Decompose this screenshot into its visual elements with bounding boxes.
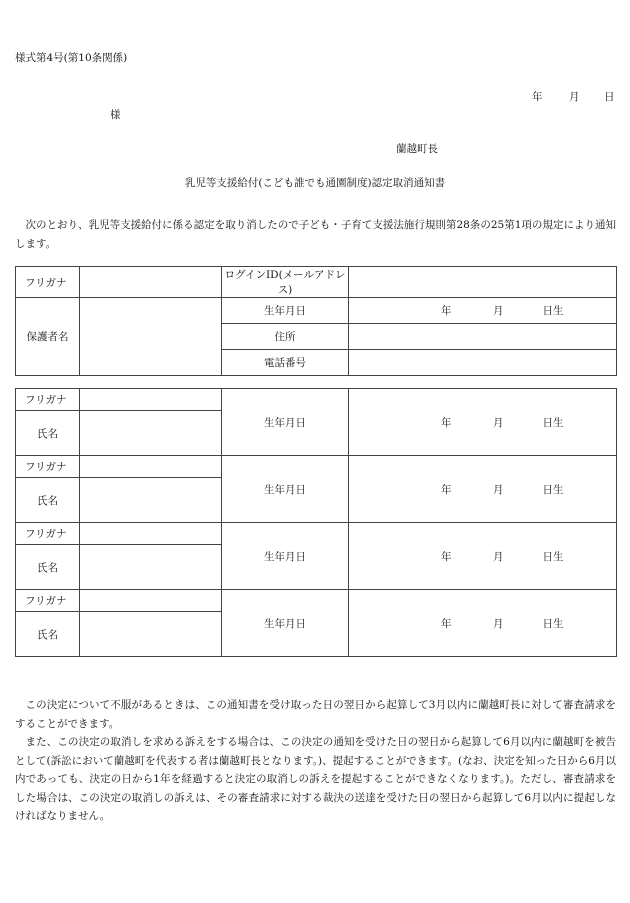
child-birthdate-label: 生年月日	[222, 456, 349, 523]
year-label: 年	[441, 550, 452, 563]
child-name-field[interactable]	[80, 612, 222, 657]
year-label: 年	[441, 617, 452, 630]
month-label: 月	[493, 416, 504, 429]
child-furigana-field[interactable]	[80, 456, 222, 478]
child-name-label: 氏名	[16, 545, 80, 590]
child-name-label: 氏名	[16, 411, 80, 456]
appeal-notice-paragraph: この決定について不服があるときは、この通知書を受け取った日の翌日から起算して3月以内に蘭越町長に対して審査請求をすることができます。	[15, 699, 616, 730]
child-birthdate-label: 生年月日	[222, 389, 349, 456]
day-label: 日生	[542, 305, 564, 317]
child-furigana-field[interactable]	[80, 523, 222, 545]
child-furigana-label: フリガナ	[16, 389, 80, 411]
child-furigana-field[interactable]	[80, 389, 222, 411]
child-furigana-field[interactable]	[80, 590, 222, 612]
day-label: 日生	[542, 416, 564, 429]
issuer: 蘭越町長	[396, 143, 438, 155]
guardian-name-field[interactable]	[80, 298, 222, 376]
day-label: 日生	[542, 617, 564, 630]
date-month-label: 月	[569, 91, 580, 103]
guardian-furigana-label: フリガナ	[16, 267, 80, 298]
guardian-table	[15, 266, 617, 376]
child-name-field[interactable]	[80, 478, 222, 523]
year-label: 年	[441, 305, 452, 317]
child-furigana-label: フリガナ	[16, 523, 80, 545]
child-birthdate-field[interactable]	[349, 389, 617, 456]
year-label: 年	[441, 416, 452, 429]
month-label: 月	[493, 305, 504, 317]
child-furigana-label: フリガナ	[16, 456, 80, 478]
date-year-label: 年	[532, 91, 543, 103]
login-id-field[interactable]	[349, 267, 617, 298]
notice-section	[15, 696, 616, 826]
document-title: 乳児等支援給付(こども誰でも通園制度)認定取消通知書	[184, 177, 446, 189]
addressee-suffix: 様	[110, 109, 121, 121]
guardian-address-label: 住所	[222, 324, 349, 350]
lawsuit-notice-paragraph: また、この決定の取消しを求める訴えをする場合は、この決定の通知を受けた日の翌日から起算して6月以内に蘭越町を被告として(訴訟において蘭越町を代表する者は蘭越町長となります。)、提起することができます。(なお、決定を知った日から6月以内であっても、決定の日から1年を経過すると決定の取消しの訴えを提起することができなくなります。)。ただし、審査請求をした場合は、この決定の取消しの訴えは、その審査請求に対する裁決の送達を受けた日の翌日から起算して6月以内に提起しなければなりません。	[15, 736, 616, 822]
month-label: 月	[493, 483, 504, 496]
child-name-field[interactable]	[80, 545, 222, 590]
child-birthdate-label: 生年月日	[222, 523, 349, 590]
child-furigana-label: フリガナ	[16, 590, 80, 612]
form-number: 様式第4号(第10条関係)	[15, 52, 128, 64]
guardian-phone-field[interactable]	[349, 350, 617, 376]
year-label: 年	[441, 483, 452, 496]
child-name-label: 氏名	[16, 612, 80, 657]
day-label: 日生	[542, 550, 564, 563]
intro-paragraph: 次のとおり、乳児等支援給付に係る認定を取り消したので子ども・子育て支援法施行規則第28条の25第1項の規定により通知します。	[15, 219, 616, 250]
child-birthdate-field[interactable]	[349, 523, 617, 590]
guardian-birthdate-label: 生年月日	[222, 298, 349, 324]
guardian-name-label: 保護者名	[16, 298, 80, 376]
child-name-label: 氏名	[16, 478, 80, 523]
guardian-furigana-field[interactable]	[80, 267, 222, 298]
child-birthdate-field[interactable]	[349, 456, 617, 523]
month-label: 月	[493, 617, 504, 630]
child-birthdate-field[interactable]	[349, 590, 617, 657]
children-table	[15, 388, 617, 657]
date-day-label: 日	[604, 91, 615, 103]
child-name-field[interactable]	[80, 411, 222, 456]
day-label: 日生	[542, 483, 564, 496]
login-id-label: ログインID(メールアドレス)	[222, 267, 349, 298]
guardian-phone-label: 電話番号	[222, 350, 349, 376]
guardian-address-field[interactable]	[349, 324, 617, 350]
month-label: 月	[493, 550, 504, 563]
child-birthdate-label: 生年月日	[222, 590, 349, 657]
guardian-birthdate-field[interactable]	[349, 298, 617, 324]
